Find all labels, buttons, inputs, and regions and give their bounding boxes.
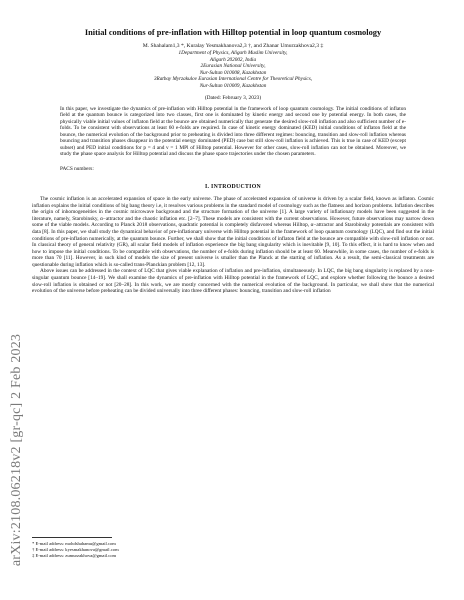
pacs-numbers: PACS numbers: bbox=[60, 165, 94, 172]
footnote: * E-mail address: mohdshahamu@gmail.com bbox=[32, 541, 116, 546]
author-list: M. Shahalam1,3 *, Kuralay Yesmakhanova2,3 †, and Zhanar Umurzakhova2,3 ‡ bbox=[142, 43, 324, 49]
footnote: † E-mail address: kyesmakhanova@gmail.com bbox=[32, 547, 119, 552]
affiliation-line: Nur-Sultan 010009, Kazakhstan bbox=[199, 82, 267, 89]
footnotes bbox=[32, 537, 434, 559]
body-paragraph: Above issues can be addressed in the context of LQC that gives viable explanation of inflation and pre-inflation, simultaneously. In LQC, the big bang singularity is replaced by a non-singular quantum bounce [14–19]. We shall examine the dynamics of pre-inflation with Hilltop potential in the framework of LQC, and explore whether following the bounce a desired slow-roll inflation is obtained or not [20–28]. In this work, we are mostly concerned with the numerical evolution of the background. In particular, we shall show that the numerical evolution of the universe before preheating can be divided universally into three different phases: bouncing, transition and slow-roll inflation bbox=[32, 268, 434, 295]
abstract: In this paper, we investigate the dynamics of pre-inflation with Hilltop potential in the framework of loop quantum cosmology. The initial conditions of inflaton field at the quantum bounce is categorized into two classes, first one is dominated by kinetic energy and second one by potential energy. In both cases, the physically viable initial values of inflaton field at the bounce are obtained numerically that generate the desired slow-roll inflation and also sufficient number of e-folds. To be consistent with observations at least 60 e-folds are required. In case of kinetic energy dominated (KED) initial conditions of inflaton field at the bounce, the numerical evolution of the background prior to preheating is divided into three different regimes: bouncing, transition and slow-roll inflation whereas bouncing and transition phases disappear in the potential energy dominated (PED) case but still slow-roll inflation is achieved. This is true in case of KED (except subset) and PED initial conditions for p = 4 and v = 1 MPl of Hilltop potential. However for other cases, slow-roll inflation can not be obtained. Moreover, we study the phase space analysis for Hilltop potential and discuss the phase space trajectories under the chosen parameters. bbox=[60, 105, 406, 158]
section-heading: I. INTRODUCTION bbox=[204, 183, 262, 190]
affiliation-line: Aligarh 202002, India bbox=[209, 56, 257, 63]
arxiv-sidebar bbox=[4, 150, 30, 567]
affiliation-line: Nur-Sultan 010008, Kazakhstan bbox=[199, 69, 267, 76]
affiliation-line: 3Ratbay Myrzakulov Eurasian International Centre for Theoretical Physics, bbox=[153, 76, 313, 83]
arxiv-identifier: arXiv:2108.06218v2 [gr-qc] 2 Feb 2023 bbox=[9, 333, 24, 567]
footnote: ‡ E-mail address: zumurzakhova@gmail.com bbox=[32, 553, 117, 558]
date-line: (Dated: February 3, 2023) bbox=[204, 94, 262, 101]
footnote-divider bbox=[32, 537, 112, 538]
paper-page bbox=[32, 28, 434, 295]
body-paragraph: The cosmic inflation is an accelerated expansion of space in the early universe. The phase of accelerated expansion of universe is driven by a scalar field, known as inflaton. Cosmic inflation explains the initial conditions of big bang theory i.e, it resolves various problems in the standard model of cosmology such as the flatness and horizon problems. Inflation describes the origin of inhomogeneities in the cosmic microwave background and the structure formation of the universe [1]. A large variety of inflationary models have been suggested in the literature, namely, Starobinsky, α−attractor and the chaotic inflation etc. [2–7]. These models are consistent with the current observations. However, future observations may narrow down some of the viable models. According to Planck 2018 observations, quadratic potential is completely disfavored whereas Hilltop, α−attractor and Starobinsky potentials are consistent with data [8]. In this paper, we shall study the dynamical behavior of pre-inflationary universe with Hilltop potential in the framework of loop quantum cosmology (LQC), and find out the initial conditions of pre-inflation numerically, at the quantum bounce. Further, we shall show that the initial conditions of inflaton field at the bounce are compatible with slow-roll inflation or not. In classical theory of general relativity (GR), all scalar field models of inflation experience the big bang singularity which is inevitable [9, 10]. To this effect, it is hard to know when and how to impose the initial conditions. To be compatible with observations, the number of e-folds during inflation should be at least 60. Meanwhile, in some cases, the number of e-folds is more than 70 [11]. However, in such kind of models the size of present universe is smaller than the Planck at the starting of inflation. As a result, the semi-classical treatments are questionable during inflation which is so-called trans-Planckian problem [12, 13]. bbox=[32, 195, 434, 268]
paper-title: Initial conditions of pre-inflation with Hilltop potential in loop quantum cosmology bbox=[84, 28, 382, 37]
affiliation-line: 2Eurasian National University, bbox=[200, 63, 266, 70]
affiliation-line: 1Department of Physics, Aligarh Muslim University, bbox=[178, 50, 288, 56]
